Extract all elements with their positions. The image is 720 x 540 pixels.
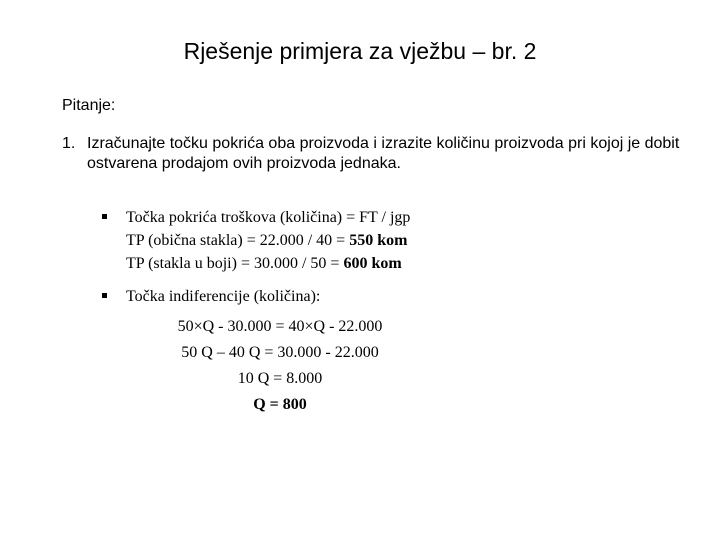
- bullet-indifference: [100, 285, 560, 308]
- answer-section: [100, 206, 560, 308]
- break-even-line-plain-glass: [100, 229, 560, 252]
- question-text: Izračunajte točku pokrića oba proizvoda i izrazite količinu proizvoda pri kojoj je dobit ostvarena prodajom ovih proizvoda jednaka.: [87, 135, 680, 172]
- equation-1: 50×Q - 30.000 = 40×Q - 22.000: [177, 318, 383, 335]
- indifference-equations: [160, 314, 400, 418]
- equation-result: Q = 800: [253, 396, 307, 413]
- question-item: [62, 134, 682, 174]
- question-number: 1.: [62, 135, 76, 152]
- colored-glass-formula: TP (stakla u boji) = 30.000 / 50 =: [126, 255, 344, 272]
- bullet-break-even: [100, 206, 560, 229]
- slide-title: Rješenje primjera za vježbu – br. 2: [183, 38, 537, 64]
- square-bullet-icon: [102, 214, 107, 219]
- plain-glass-result: 550 kom: [349, 232, 408, 249]
- break-even-line-colored-glass: [100, 252, 560, 275]
- equation-3: 10 Q = 8.000: [237, 370, 323, 387]
- plain-glass-formula: TP (obična stakla) = 22.000 / 40 =: [126, 232, 350, 249]
- square-bullet-icon: [102, 293, 107, 298]
- indifference-label: Točka indiferencije (količina):: [126, 288, 321, 305]
- equation-2: 50 Q – 40 Q = 30.000 - 22.000: [181, 344, 379, 361]
- break-even-label: Točka pokrića troškova (količina) = FT / jgp: [126, 209, 411, 226]
- colored-glass-result: 600 kom: [343, 255, 402, 272]
- question-heading: Pitanje:: [62, 97, 116, 114]
